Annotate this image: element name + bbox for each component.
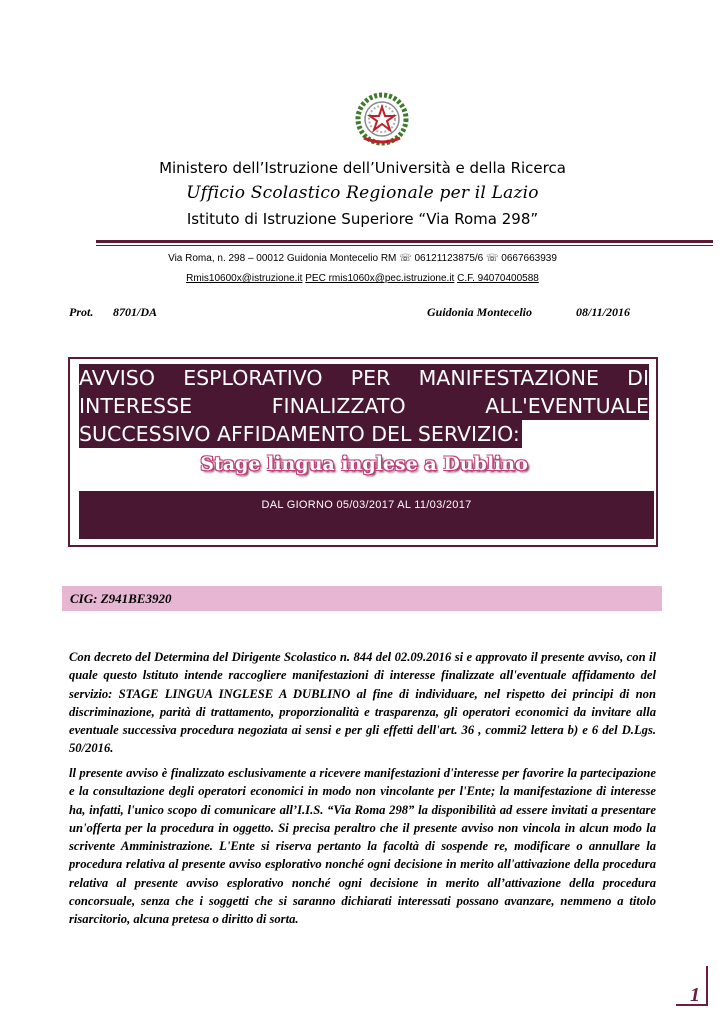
date-range-bar: DAL GIORNO 05/03/2017 AL 11/03/2017 (79, 491, 654, 539)
contact-info: Via Roma, n. 298 – 00012 Guidonia Montecelio RM ☏ 06121123875/6 ☏ 0667663939 (168, 253, 557, 264)
notice-title-line: SUCCESSIVO AFFIDAMENTO DEL SERVIZIO: (79, 422, 520, 446)
italian-republic-emblem-icon (354, 92, 410, 148)
protocol-date: 08/11/2016 (576, 305, 631, 319)
tax-code: C.F. 94070400588 (457, 273, 539, 284)
notice-title (79, 364, 649, 455)
page-number: 1 (676, 966, 708, 1006)
email-link[interactable]: Rmis10600x@istruzione.it (186, 273, 303, 284)
regional-office-name: Ufficio Scolastico Regionale per il Lazio (186, 183, 539, 203)
header-divider-thin (96, 245, 713, 246)
pec-link[interactable]: PEC rmis1060x@pec.istruzione.it (305, 273, 455, 284)
protocol-number: 8701/DA (113, 305, 158, 319)
notice-subtitle: Stage lingua inglese a Dublino (200, 453, 528, 475)
email-info (0, 273, 725, 284)
header-divider-thick (96, 240, 713, 243)
cig-code: CIG: Z941BE3920 (62, 586, 662, 611)
ministry-name: Ministero dell’Istruzione dell’Università e della Ricerca (159, 159, 566, 177)
institute-name: Istituto di Istruzione Superiore “Via Roma 298” (186, 210, 539, 228)
protocol-label: Prot. (69, 305, 94, 319)
body-paragraph: Con decreto del Determina del Dirigente Scolastico n. 844 del 02.09.2016 si e approvato il presente avviso, con il quale questo lstituto intende raccogliere manifestazioni di interesse finalizzate all'eventuale affidamento del servizio: STAGE LINGUA INGLESE A DUBLINO al fine di individuare, nel rispetto dei principi di non discriminazione, parità di trattamento, proporzionalità e trasparenza, gli operatori economici da invitare alla eventuale successiva procedura negoziata ai sensi e per gli effetti dell'art. 36 , commi2 lettera b) e 6 del D.Lgs. 50/2016. (69, 650, 656, 756)
notice-title-line: AVVISO ESPLORATIVO PER MANIFESTAZIONE DI (79, 366, 649, 390)
notice-title-line: INTERESSE FINALIZZATO ALL'EVENTUALE (79, 394, 649, 418)
body-paragraph: ll presente avviso è finalizzato esclusivamente a ricevere manifestazioni d'interesse per favorire la partecipazione e la consultazione degli operatori economici in modo non vincolante per l'Ente; la manifestazione di interesse ha, infatti, l'unico scopo di comunicare all’I.I.S. “Via Roma 298” la disponibilità ad essere invitati a presentare un'offerta per la procedura in oggetto. Si precisa peraltro che il presente avviso non vincola in alcun modo la scrivente Amministrazione. L'Ente si riserva pertanto la facoltà di sospende re, modificare o annullare la procedura relativa al presente avviso esplorativo nonché ogni decisione in merito all'attivazione della procedura relativa al presente avviso esplorativo nonché ogni decisione in merito all’attivazione della procedura concorsuale, senza che i soggetti che si saranno dichiarati interessati possano avanzare, nemmeno a titolo risarcitorio, alcuna pretesa o diritto di sorta. (69, 766, 656, 927)
protocol-place: Guidonia Montecelio (427, 305, 533, 319)
